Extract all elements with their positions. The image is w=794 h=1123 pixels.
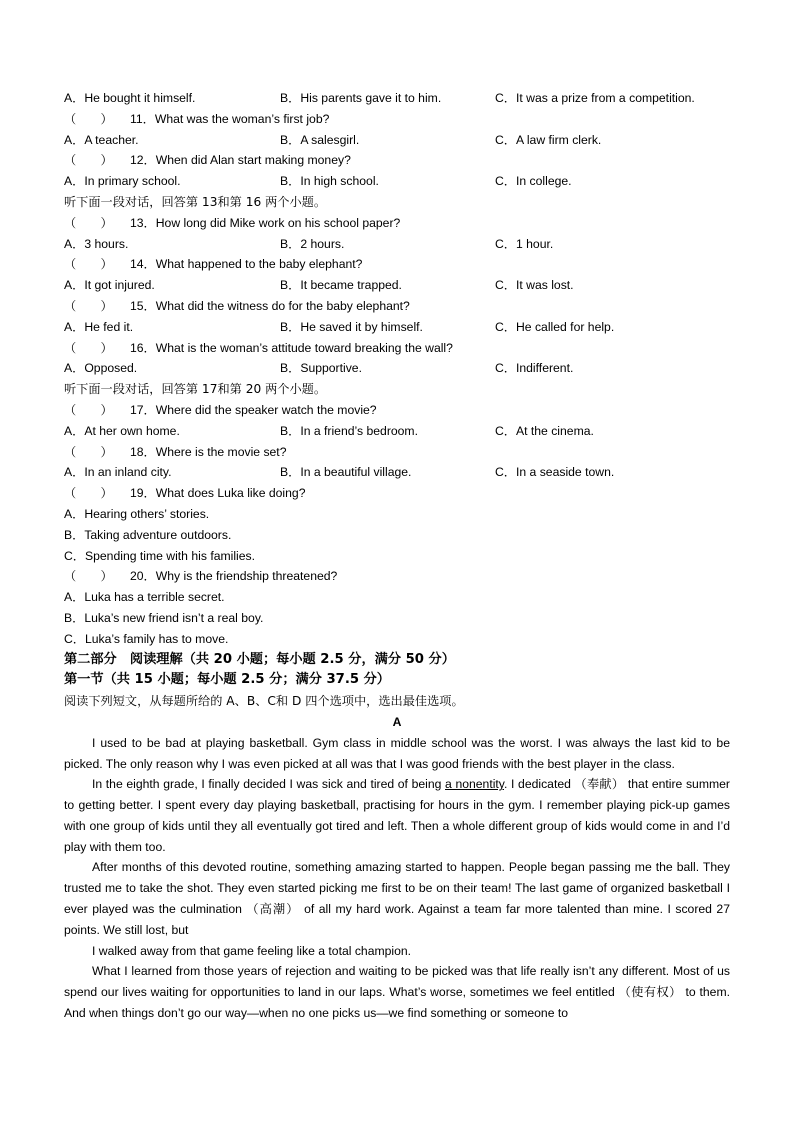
q19-option-a: A．Hearing others’ stories. bbox=[64, 506, 210, 521]
q15-option-c: C．He called for help. bbox=[495, 319, 615, 334]
q11-option-b: B．A salesgirl. bbox=[280, 132, 360, 147]
underlined-word: a nonentity bbox=[445, 777, 504, 792]
q19-option-c: C．Spending time with his families. bbox=[64, 548, 256, 563]
q18-options bbox=[64, 462, 730, 483]
q11-text: 11．What was the woman’s first job? bbox=[130, 111, 330, 126]
q12-options bbox=[64, 171, 730, 192]
passage-paragraph-2 bbox=[64, 774, 730, 857]
q13-option-a: A．3 hours. bbox=[64, 236, 129, 251]
p2-after: . I dedicated （奉献） that entire summer to getting better. I spent every day playing basketball, practising for hours in the gym. I remember playing pick-up games with one group of kids until they all eventually got tired and left. Then a whole different group of kids would come in and I’d play with them too. bbox=[64, 777, 730, 854]
answer-blank[interactable]: （ ） bbox=[64, 444, 113, 459]
q20-option-c: C．Luka’s family has to move. bbox=[64, 631, 229, 646]
q12-option-a: A．In primary school. bbox=[64, 174, 181, 189]
passage-paragraph-4: I walked away from that game feeling like a total champion. bbox=[92, 943, 412, 958]
answer-blank[interactable]: （ ） bbox=[64, 298, 113, 313]
q16-option-b: B．Supportive. bbox=[280, 361, 362, 376]
q16-options bbox=[64, 358, 730, 379]
answer-blank[interactable]: （ ） bbox=[64, 215, 113, 230]
q12-text: 12．When did Alan start making money? bbox=[130, 153, 351, 168]
section1-heading: 第一节（共 15 小题；每小题 2.5 分；满分 37.5 分） bbox=[64, 672, 390, 688]
q17-option-b: B．In a friend’s bedroom. bbox=[280, 423, 418, 438]
q16-option-a: A．Opposed. bbox=[64, 361, 138, 376]
q12-option-b: B．In high school. bbox=[280, 174, 379, 189]
answer-blank[interactable]: （ ） bbox=[64, 486, 113, 501]
q13-option-b: B．2 hours. bbox=[280, 236, 345, 251]
answer-blank[interactable]: （ ） bbox=[64, 257, 113, 272]
q11-options bbox=[64, 130, 730, 151]
listening-instruction-17-20: 听下面一段对话，回答第 17和第 20 两个小题。 bbox=[64, 382, 327, 397]
q10-options bbox=[64, 88, 730, 109]
p2-before: In the eighth grade, I finally decided I was sick and tired of being bbox=[92, 777, 446, 792]
answer-blank[interactable]: （ ） bbox=[64, 569, 113, 584]
q17-options bbox=[64, 421, 730, 442]
q20-question bbox=[64, 566, 730, 587]
q15-options bbox=[64, 317, 730, 338]
q13-question bbox=[64, 213, 730, 234]
passage-paragraph-5: What I learned from those years of rejection and waiting to be picked was that life really isn’t any different. Most of us spend our lives waiting for opportunities to land in our laps. What’s worse, sometimes we feel entitled （使有权） to them. And when things don’t go our way—when no one picks us—we find something or someone to bbox=[64, 964, 730, 1021]
q11-option-a: A．A teacher. bbox=[64, 132, 139, 147]
q10-option-b: B．His parents gave it to him. bbox=[280, 91, 442, 105]
q14-option-b: B．It became trapped. bbox=[280, 278, 402, 293]
q17-option-a: A．At her own home. bbox=[64, 423, 180, 438]
q19-question bbox=[64, 483, 730, 504]
listening-instruction-13-16: 听下面一段对话，回答第 13和第 16 两个小题。 bbox=[64, 194, 327, 209]
q14-options bbox=[64, 275, 730, 296]
q18-question bbox=[64, 442, 730, 463]
q18-text: 18．Where is the movie set? bbox=[130, 444, 287, 459]
passage-paragraph-3: After months of this devoted routine, something amazing started to happen. People began passing me the ball. They trusted me to take the shot. They even started picking me first to be on their team! The last game of organized basketball I ever played was the culmination （高潮） of all my hard work. Against a team far more talented than mine. I scored 27 points. We still lost, but bbox=[64, 860, 730, 937]
q15-option-b: B．He saved it by himself. bbox=[280, 319, 423, 334]
q19-option-b: B．Taking adventure outdoors. bbox=[64, 527, 232, 542]
q14-option-a: A．It got injured. bbox=[64, 278, 155, 293]
passage-paragraph-1: I used to be bad at playing basketball. Gym class in middle school was the worst. I was always the last kid to be picked. The only reason why I was even picked at all was that I was good friends with the best player in the class. bbox=[64, 735, 730, 771]
q16-text: 16．What is the woman’s attitude toward breaking the wall? bbox=[130, 340, 453, 355]
q20-option-b: B．Luka’s new friend isn’t a real boy. bbox=[64, 610, 264, 625]
q16-option-c: C．Indifferent. bbox=[495, 361, 574, 376]
q18-option-c: C．In a seaside town. bbox=[495, 465, 615, 480]
q17-option-c: C．At the cinema. bbox=[495, 423, 594, 438]
q20-text: 20．Why is the friendship threatened? bbox=[130, 569, 338, 584]
q13-text: 13．How long did Mike work on his school paper? bbox=[130, 215, 401, 230]
q10-option-c: C．It was a prize from a competition. bbox=[495, 91, 695, 105]
q17-text: 17．Where did the speaker watch the movie? bbox=[130, 402, 377, 417]
passage-label: A bbox=[392, 714, 402, 729]
q14-question bbox=[64, 254, 730, 275]
q10-option-a: A．He bought it himself. bbox=[64, 91, 196, 105]
q15-text: 15．What did the witness do for the baby elephant? bbox=[130, 298, 410, 313]
q14-text: 14．What happened to the baby elephant? bbox=[130, 257, 363, 272]
passage-a bbox=[64, 733, 730, 1024]
answer-blank[interactable]: （ ） bbox=[64, 402, 113, 417]
q20-option-a: A．Luka has a terrible secret. bbox=[64, 590, 225, 605]
exam-page bbox=[64, 88, 730, 1024]
q13-option-c: C．1 hour. bbox=[495, 236, 554, 251]
q19-text: 19．What does Luka like doing? bbox=[130, 486, 306, 501]
q17-question bbox=[64, 400, 730, 421]
q11-option-c: C．A law firm clerk. bbox=[495, 132, 602, 147]
q12-question bbox=[64, 150, 730, 171]
q15-question bbox=[64, 296, 730, 317]
q12-option-c: C．In college. bbox=[495, 174, 572, 189]
q11-question bbox=[64, 109, 730, 130]
part2-heading: 第二部分 阅读理解（共 20 小题；每小题 2.5 分，满分 50 分） bbox=[64, 651, 455, 667]
answer-blank[interactable]: （ ） bbox=[64, 340, 113, 355]
q16-question bbox=[64, 338, 730, 359]
answer-blank[interactable]: （ ） bbox=[64, 111, 113, 126]
q15-option-a: A．He fed it. bbox=[64, 319, 134, 334]
q13-options bbox=[64, 234, 730, 255]
q18-option-a: A．In an inland city. bbox=[64, 465, 172, 480]
answer-blank[interactable]: （ ） bbox=[64, 153, 113, 168]
q14-option-c: C．It was lost. bbox=[495, 278, 574, 293]
reading-instruction: 阅读下列短文，从每题所给的 A、B、C和 D 四个选项中，选出最佳选项。 bbox=[64, 694, 464, 709]
q18-option-b: B．In a beautiful village. bbox=[280, 465, 412, 480]
